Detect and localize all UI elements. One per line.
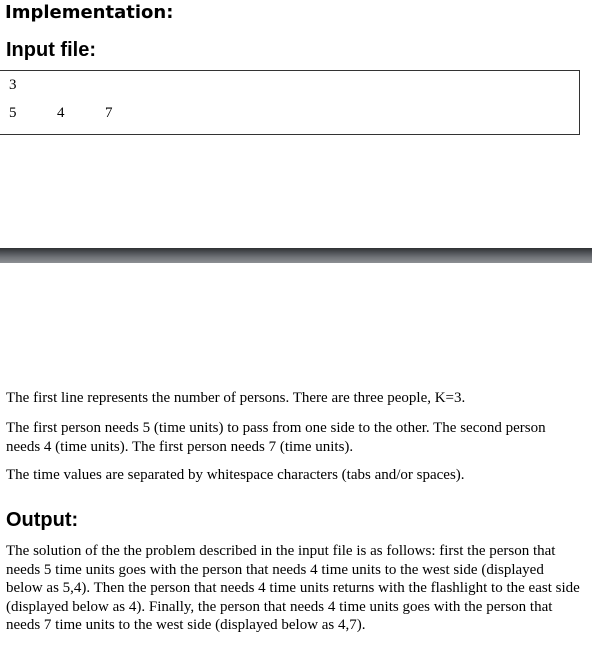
output-heading: Output: — [6, 509, 79, 531]
paragraph-person-count: The first line represents the number of persons. There are three people, K=3. — [6, 390, 466, 406]
time-value: 7 — [105, 105, 113, 121]
time-value: 5 — [9, 105, 17, 121]
implementation-heading: Implementation: — [5, 2, 174, 23]
time-value: 4 — [57, 105, 65, 121]
paragraph-time-units: The first person needs 5 (time units) to pass from one side to the other. The second person needs 4 (time units). The first person needs 7 (time units). — [6, 420, 546, 455]
input-file-heading: Input file: — [6, 39, 96, 61]
paragraph-solution: The solution of the the problem described in the input file is as follows: first the person that needs 5 time units goes with the person that needs 4 time units to the west side (displayed below as 5,4). Then the person that needs 4 time units returns with the flashlight to the east side (displayed below as 4). Finally, the person that needs 4 time units goes with the person that needs 7 time units to the west side (displayed below as 4,7). — [6, 543, 580, 633]
input-file-box — [0, 70, 580, 135]
input-line-count: 3 — [9, 77, 17, 93]
paragraph-separators: The time values are separated by whitespace characters (tabs and/or spaces). — [6, 467, 465, 483]
section-divider — [0, 248, 592, 263]
